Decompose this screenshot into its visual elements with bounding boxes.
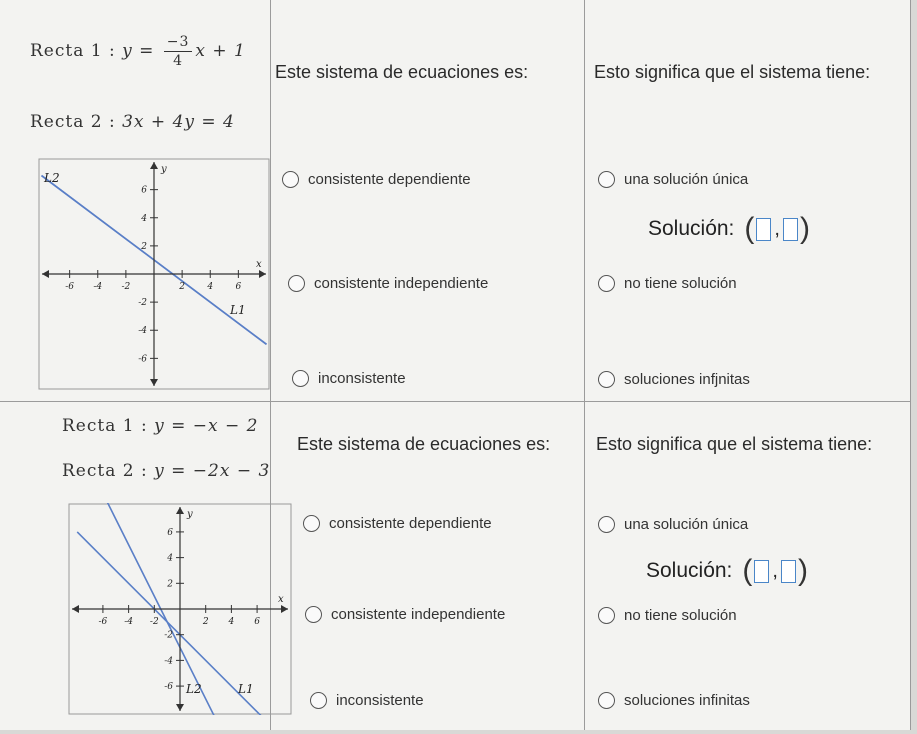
p1-solution: Solución: ( , ) — [648, 212, 810, 245]
p2-option-consistente-independiente[interactable]: consistente independiente — [305, 606, 505, 623]
p1-solution-x-input[interactable] — [756, 218, 771, 241]
x-tick-label: 2 — [179, 282, 185, 292]
p2-solution: Solución: ( , ) — [646, 554, 808, 587]
y-tick-label: 2 — [141, 241, 147, 252]
p1-solution-y-input[interactable] — [783, 218, 798, 241]
x-tick-label: -6 — [98, 617, 108, 627]
y-axis-arrow-up — [176, 507, 184, 514]
radio-button[interactable] — [598, 692, 615, 709]
y-tick-label: -6 — [164, 682, 173, 693]
p1-graph — [38, 158, 270, 390]
p1-prompt-system: Este sistema de ecuaciones es: — [275, 62, 529, 82]
p2-prompt-system: Este sistema de ecuaciones es: — [297, 434, 551, 454]
x-tick-label: -2 — [149, 617, 159, 627]
p2-recta2-equation: Recta 2 : y = −2x − 3 — [62, 461, 271, 481]
x-axis-arrow-right — [281, 605, 288, 613]
x-tick-label: 6 — [235, 282, 242, 292]
x-tick-label: -4 — [124, 617, 133, 627]
p2-graph — [68, 503, 292, 715]
p2-option-consistente-dependiente[interactable]: consistente dependiente — [303, 515, 492, 532]
p1-recta1-equation: Recta 1 : y = $\frac{-3}{4}$ x + 1 — [30, 34, 246, 69]
p1-prompt-meaning: Esto significa que el sistema tiene: — [594, 62, 871, 82]
y-axis-arrow-down — [176, 704, 184, 711]
x-axis-label: x — [256, 259, 262, 270]
p1-option-solucion-unica[interactable]: una solución única — [598, 171, 748, 188]
y-tick-label: -2 — [164, 630, 173, 641]
line-label-l1: L1 — [238, 682, 254, 696]
radio-button[interactable] — [598, 171, 615, 188]
x-tick-label: -6 — [65, 282, 75, 292]
y-tick-label: 6 — [141, 185, 147, 196]
y-tick-label: -4 — [138, 326, 147, 337]
p1-option-infinitas[interactable]: soluciones infjnitas — [598, 371, 750, 388]
row-divider — [0, 401, 910, 402]
p1-option-inconsistente[interactable]: inconsistente — [292, 370, 406, 387]
y-axis-label: y — [187, 509, 193, 520]
radio-button[interactable] — [288, 275, 305, 292]
x-axis-arrow-left — [72, 605, 79, 613]
x-tick-label: 4 — [207, 282, 214, 292]
p2-option-infinitas[interactable]: soluciones infinitas — [598, 692, 750, 709]
radio-button[interactable] — [310, 692, 327, 709]
y-tick-label: 2 — [167, 579, 173, 590]
p2-prompt-meaning: Esto significa que el sistema tiene: — [596, 434, 873, 454]
p2-solution-x-input[interactable] — [754, 560, 769, 583]
line-label-l2: L2 — [44, 171, 60, 185]
y-axis-arrow-up — [150, 162, 158, 169]
radio-button[interactable] — [598, 275, 615, 292]
x-tick-label: -2 — [121, 282, 131, 292]
radio-button[interactable] — [292, 370, 309, 387]
y-tick-label: -2 — [138, 298, 147, 309]
y-tick-label: -4 — [164, 656, 173, 667]
p2-option-inconsistente[interactable]: inconsistente — [310, 692, 424, 709]
x-axis-label: x — [278, 594, 284, 605]
p1-option-no-solucion[interactable]: no tiene solución — [598, 275, 737, 292]
radio-button[interactable] — [303, 515, 320, 532]
p1-recta2-equation: Recta 2 : 3x + 4y = 4 — [30, 112, 235, 132]
radio-button[interactable] — [598, 371, 615, 388]
y-axis-arrow-down — [150, 379, 158, 386]
x-axis-arrow-left — [42, 270, 49, 278]
radio-button[interactable] — [598, 607, 615, 624]
p2-solution-y-input[interactable] — [781, 560, 796, 583]
y-tick-label: -6 — [138, 354, 147, 365]
p2-option-solucion-unica[interactable]: una solución única — [598, 516, 748, 533]
p1-option-consistente-dependiente[interactable]: consistente dependiente — [282, 171, 471, 188]
line-label-l1: L1 — [230, 303, 246, 317]
x-tick-label: 2 — [202, 617, 209, 627]
p1-option-consistente-independiente[interactable]: consistente independiente — [288, 275, 488, 292]
p2-option-no-solucion[interactable]: no tiene solución — [598, 607, 737, 624]
radio-button[interactable] — [598, 516, 615, 533]
x-tick-label: 6 — [254, 617, 260, 627]
line-label-l2: L2 — [186, 682, 202, 696]
y-tick-label: 6 — [167, 527, 173, 538]
y-tick-label: 4 — [167, 553, 173, 564]
p2-recta1-equation: Recta 1 : y = −x − 2 — [62, 416, 259, 436]
radio-button[interactable] — [305, 606, 322, 623]
radio-button[interactable] — [282, 171, 299, 188]
y-tick-label: 4 — [141, 213, 147, 224]
x-tick-label: -4 — [93, 282, 103, 292]
column-divider-2 — [584, 0, 585, 730]
x-tick-label: 4 — [228, 617, 235, 627]
y-axis-label: y — [161, 164, 167, 175]
x-axis-arrow-right — [259, 270, 266, 278]
